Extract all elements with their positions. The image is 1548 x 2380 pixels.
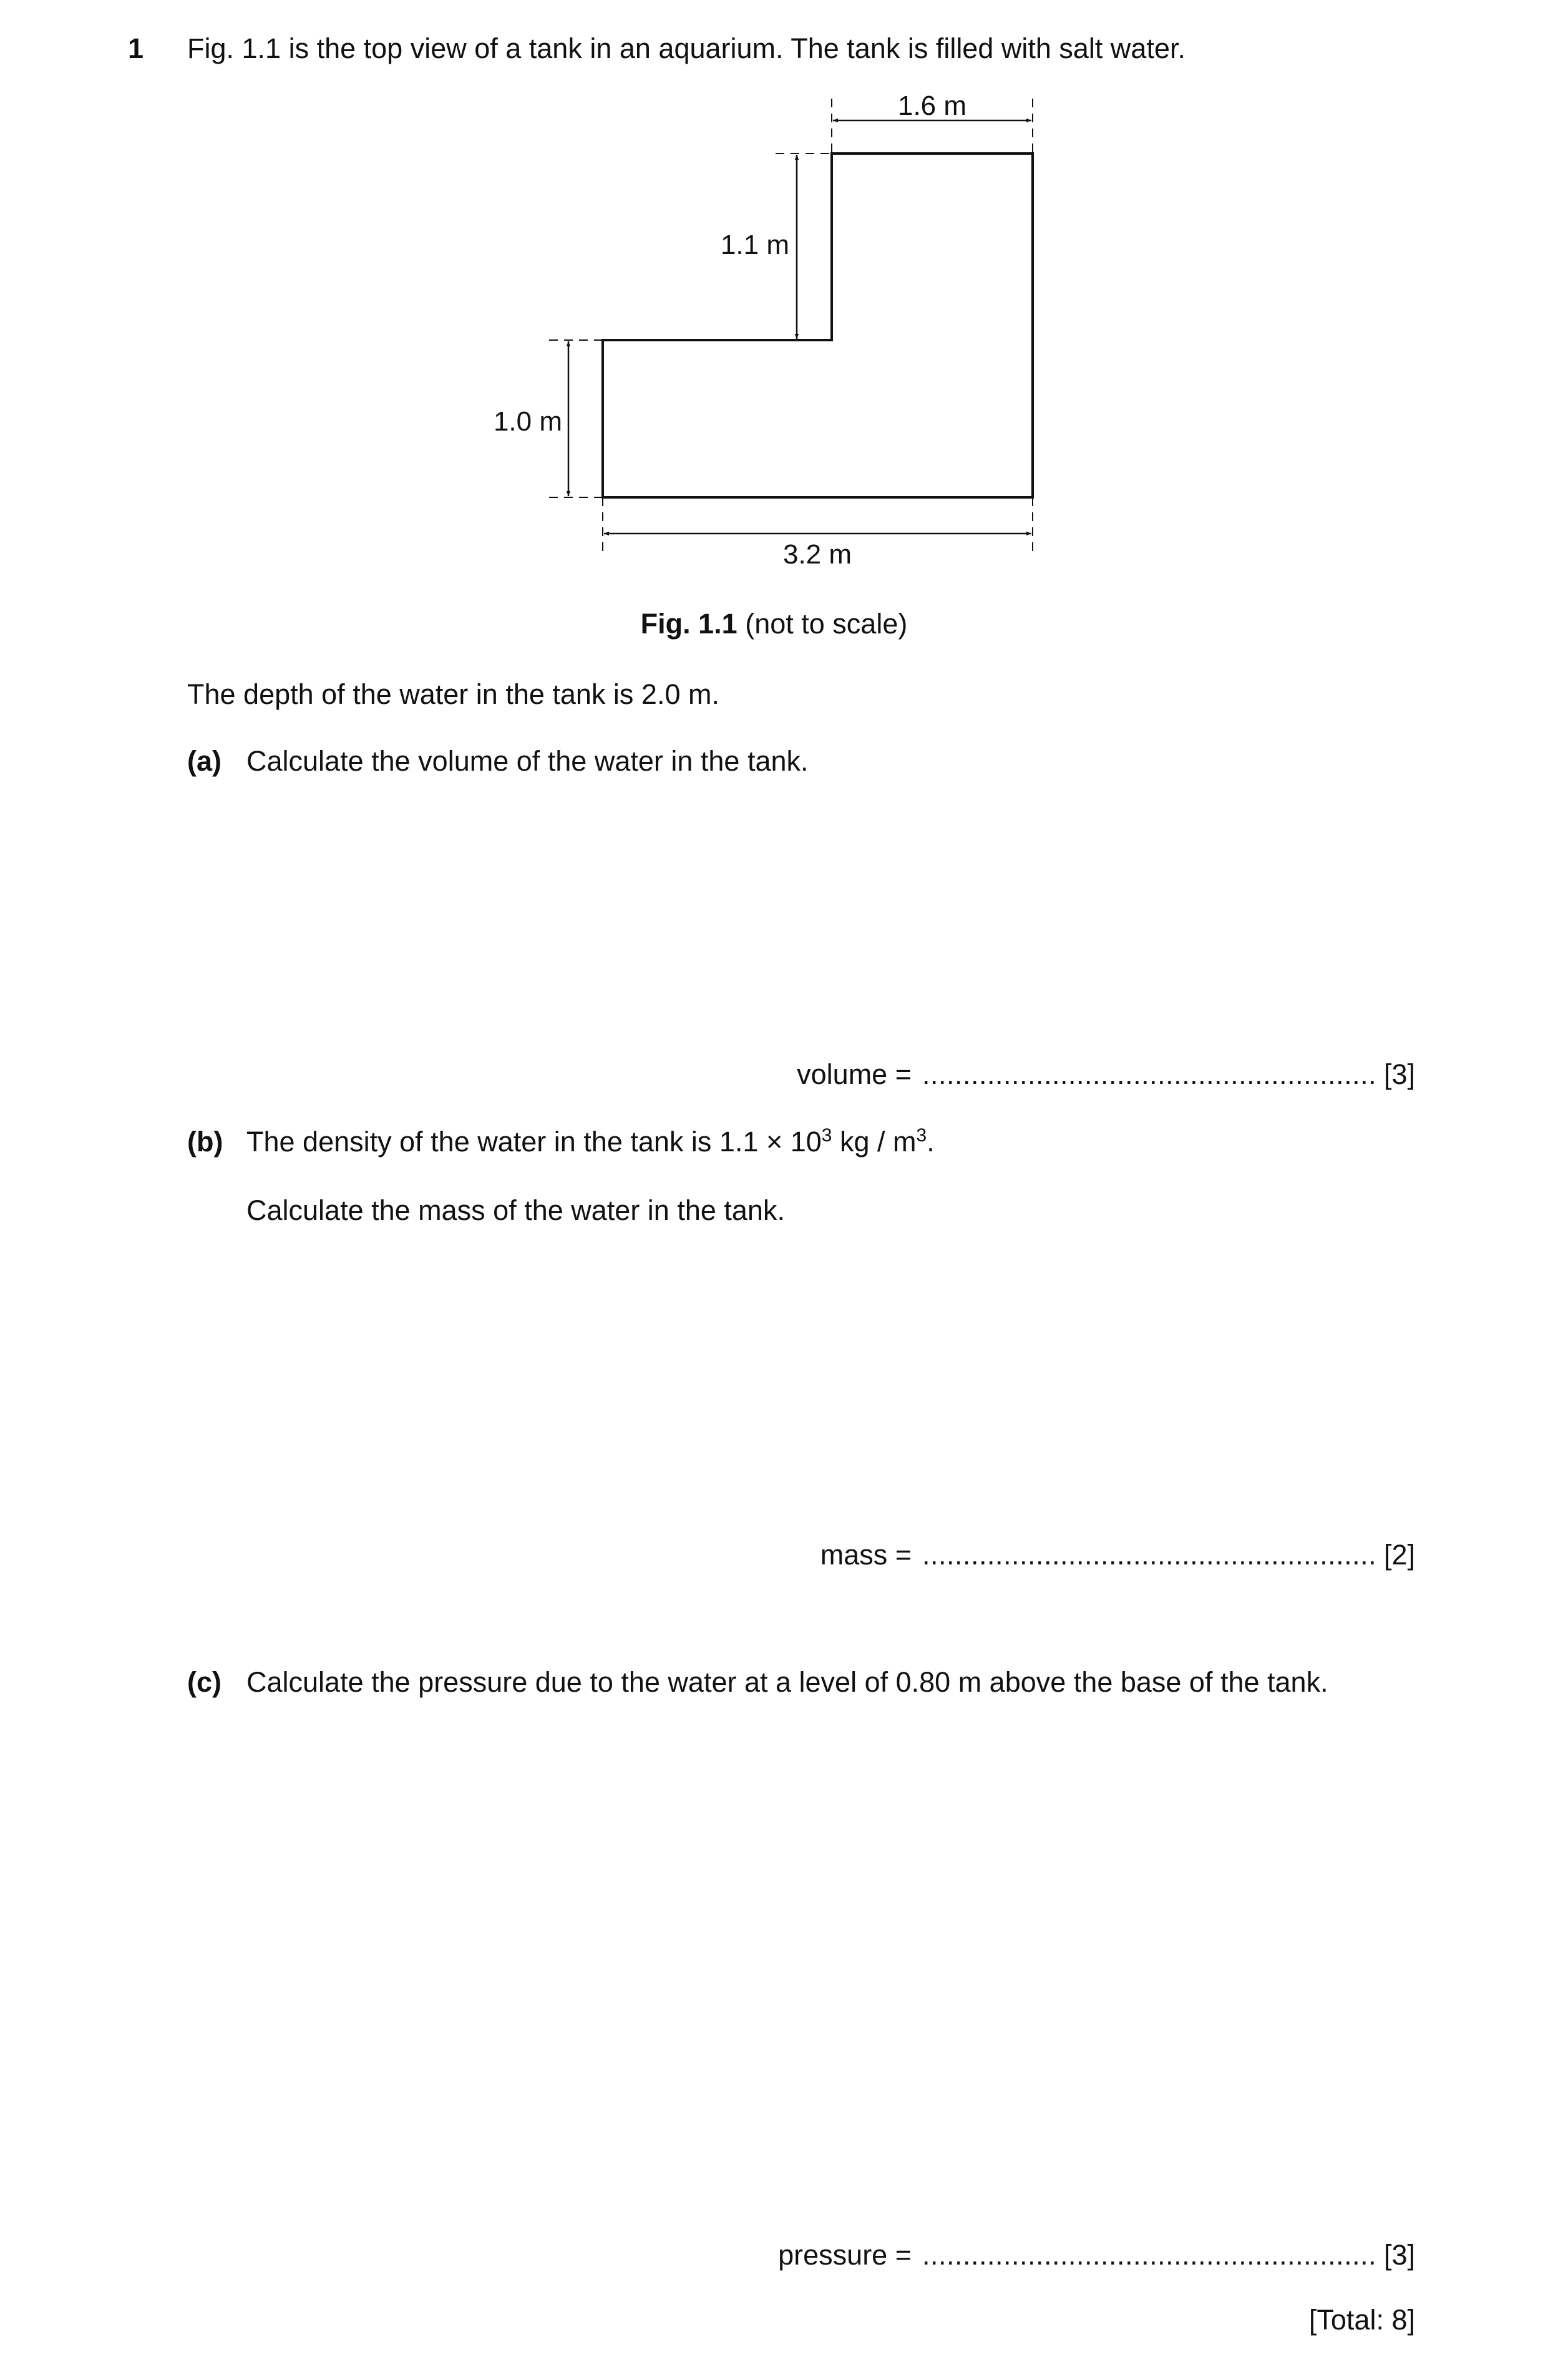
tank-top-view-figure (0, 0, 1548, 624)
figure-caption-note: (not to scale) (745, 608, 908, 640)
part-a-marks: [3] (1383, 1058, 1415, 1090)
pressure-answer-line[interactable]: ........................................................ (922, 2239, 1377, 2271)
volume-answer-line[interactable]: ........................................................ (922, 1058, 1377, 1090)
part-a-label: (a) (187, 745, 221, 777)
figure-caption-label: Fig. 1.1 (640, 608, 737, 640)
volume-answer-label: volume = (797, 1058, 912, 1090)
depth-statement: The depth of the water in the tank is 2.0 m. (187, 678, 719, 710)
part-a-text: Calculate the volume of the water in the tank. (246, 745, 809, 777)
extension-lines (549, 99, 1033, 555)
total-marks: [Total: 8] (1308, 2304, 1415, 2336)
part-c-marks: [3] (1383, 2239, 1415, 2271)
part-c-label: (c) (187, 1666, 221, 1698)
figure-caption (0, 607, 1548, 641)
bottom-width-label: 3.2 m (782, 539, 852, 570)
part-b-text-start: The density of the water in the tank is 1.1 × 10 (246, 1126, 822, 1158)
lower-height-label: 1.0 m (493, 406, 562, 437)
top-width-label: 1.6 m (897, 90, 967, 121)
part-b-exponent-1: 3 (821, 1125, 832, 1146)
part-b-text (246, 1124, 935, 1159)
question-intro: Fig. 1.1 is the top view of a tank in an aquarium. The tank is filled with salt water. (187, 32, 1185, 64)
question-number: 1 (128, 32, 144, 64)
tank-outline (603, 154, 1033, 497)
pressure-answer-label: pressure = (778, 2239, 912, 2271)
mass-answer-label: mass = (820, 1539, 912, 1571)
upper-height-label: 1.1 m (720, 230, 789, 260)
part-b-label: (b) (187, 1126, 223, 1158)
part-b-exponent-2: 3 (916, 1125, 927, 1146)
mass-answer-line[interactable]: ........................................................ (922, 1539, 1377, 1571)
part-b-instruction: Calculate the mass of the water in the tank. (246, 1194, 785, 1226)
part-b-marks: [2] (1383, 1539, 1415, 1571)
part-c-text: Calculate the pressure due to the water at a level of 0.80 m above the base of the tank. (246, 1666, 1328, 1698)
part-b-text-mid: kg / m (832, 1126, 917, 1158)
part-b-text-end: . (927, 1126, 935, 1158)
